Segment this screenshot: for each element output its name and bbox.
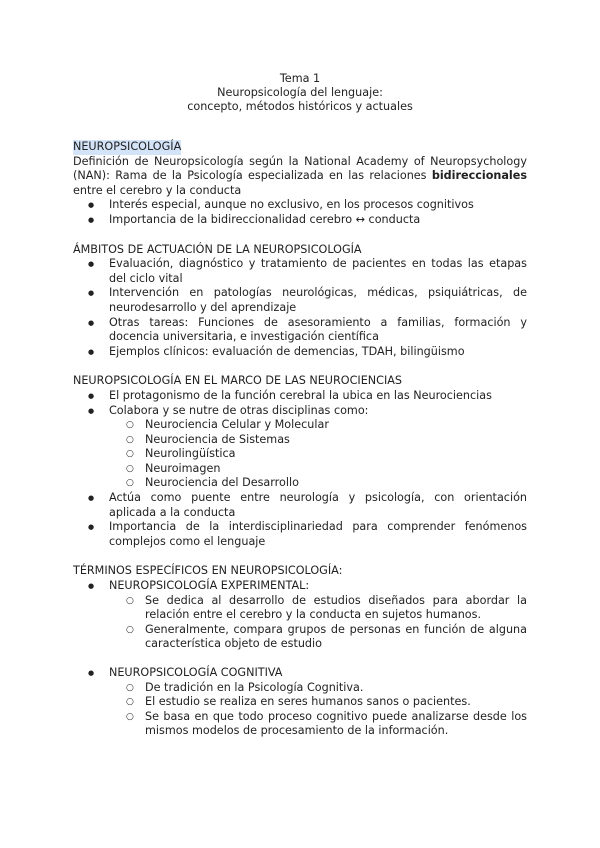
list-item: ● Evaluación, diagnóstico y tratamiento de pacientes en todas las etapas del ciclo vital xyxy=(73,257,527,286)
section-heading: NEUROPSICOLOGÍA EN EL MARCO DE LAS NEUROCIENCIAS xyxy=(73,374,402,388)
bullet-list xyxy=(73,389,527,550)
definition-text-a: Definición de Neuropsicología según la National Academy of Neuropsychology (NAN): Rama de la Psicología especializada en las relaciones xyxy=(73,154,527,183)
topic-number: Tema 1 xyxy=(279,72,321,85)
sub-list-item: ○ Neurolingüística xyxy=(109,447,527,462)
sub-list-item: ○ Se basa en que todo proceso cognitivo puede analizarse desde los mismos modelos de procesamiento de la información. xyxy=(109,710,527,739)
list-item: ● Interés especial, aunque no exclusivo, en los procesos cognitivos xyxy=(73,198,527,213)
bullet-list xyxy=(73,198,527,227)
sub-list-item: ○ El estudio se realiza en seres humanos sanos o pacientes. xyxy=(109,695,527,710)
sub-list-item: ○ Generalmente, compara grupos de personas en función de alguna característica objeto de estudio xyxy=(109,623,527,652)
sub-list-item: ○ Neurociencia del Desarrollo xyxy=(109,476,527,491)
list-item: ● Ejemplos clínicos: evaluación de demencias, TDAH, bilingüismo xyxy=(73,345,527,360)
bullet-list xyxy=(73,257,527,359)
list-item: ● Intervención en patologías neurológicas, médicas, psiquiátricas, de neurodesarrollo y del aprendizaje xyxy=(73,286,527,315)
document-title: Neuropsicología del lenguaje: xyxy=(217,86,383,100)
list-item-text: NEUROPSICOLOGÍA COGNITIVA xyxy=(109,666,283,679)
list-item-text: Colabora y se nutre de otras disciplinas como: xyxy=(109,403,369,417)
list-item: ● Actúa como puente entre neurología y psicología, con orientación aplicada a la conducta xyxy=(73,491,527,520)
sub-list-item: ○ Neurociencia Celular y Molecular xyxy=(109,418,527,433)
section-neuropsicologia xyxy=(73,140,527,228)
bullet-list xyxy=(73,579,527,739)
document-body xyxy=(73,140,527,754)
sub-bullet-list xyxy=(109,418,527,491)
list-item: ● Importancia de la bidireccionalidad cerebro ↔ conducta xyxy=(73,213,527,228)
section-heading: TÉRMINOS ESPECÍFICOS EN NEUROPSICOLOGÍA: xyxy=(73,564,343,578)
list-item xyxy=(73,666,527,739)
list-item: ● El protagonismo de la función cerebral la ubica en las Neurociencias xyxy=(73,389,527,404)
sub-bullet-list xyxy=(109,594,527,652)
section-heading-highlighted: NEUROPSICOLOGÍA xyxy=(73,140,182,153)
list-item: ● Importancia de la interdisciplinariedad para comprender fenómenos complejos como el lenguaje xyxy=(73,520,527,549)
definition-paragraph xyxy=(73,155,527,199)
list-item: ● Otras tareas: Funciones de asesoramiento a familias, formación y docencia universitaria, e investigación científica xyxy=(73,316,527,345)
sub-list-item: ○ Neuroimagen xyxy=(109,462,527,477)
document-header xyxy=(0,72,600,115)
sub-bullet-list xyxy=(109,681,527,739)
sub-list-item: ○ Neurociencia de Sistemas xyxy=(109,433,527,448)
section-heading: ÁMBITOS DE ACTUACIÓN DE LA NEUROPSICOLOGÍA xyxy=(73,242,362,256)
spacer xyxy=(109,652,527,666)
sub-list-item: ○ De tradición en la Psicología Cognitiva. xyxy=(109,681,527,696)
list-item xyxy=(73,404,527,492)
section-ambitos xyxy=(73,243,527,360)
definition-bold-term: bidireccionales xyxy=(431,169,527,183)
section-terminos xyxy=(73,564,527,739)
definition-text-b: entre el cerebro y la conducta xyxy=(73,183,242,197)
document-subtitle: concepto, métodos históricos y actuales xyxy=(187,100,413,114)
sub-list-item: ○ Se dedica al desarrollo de estudios diseñados para abordar la relación entre el cerebro y la conducta en sujetos humanos. xyxy=(109,594,527,623)
list-item xyxy=(73,579,527,666)
section-neurociencias xyxy=(73,374,527,549)
list-item-text: NEUROPSICOLOGÍA EXPERIMENTAL: xyxy=(109,579,310,593)
